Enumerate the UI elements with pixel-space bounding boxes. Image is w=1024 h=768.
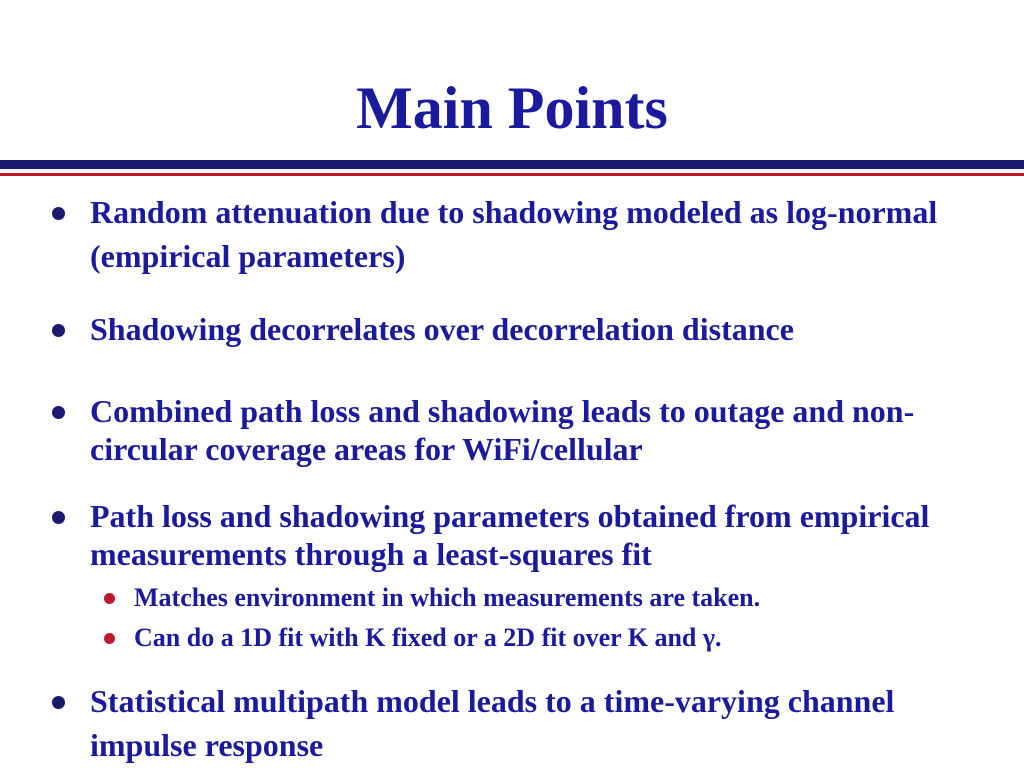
bullet-dot-icon — [52, 511, 65, 524]
sub-bullet-item — [134, 622, 994, 654]
sub-bullet-dot-icon — [104, 633, 115, 644]
sub-bullet-dot-icon — [104, 593, 115, 604]
bullet-dot-icon — [52, 324, 65, 337]
bullet-item — [90, 679, 980, 767]
bullet-item — [90, 392, 980, 468]
bullet-item — [90, 497, 980, 573]
sub-bullet-item — [134, 582, 994, 614]
bullet-dot-icon — [52, 696, 65, 709]
bullet-text: Random attenuation due to shadowing modeled as log-normal (empirical parameters) — [90, 194, 938, 274]
sub-bullet-text: Matches environment in which measurements are taken. — [134, 583, 761, 612]
sub-bullet-text: Can do a 1D fit with K fixed or a 2D fit over K and γ. — [134, 623, 722, 652]
title-divider-blue — [0, 160, 1024, 169]
slide-title: Main Points — [356, 75, 668, 141]
bullet-text: Path loss and shadowing parameters obtained from empirical measurements through a least-squares fit — [90, 498, 930, 572]
title-divider-red — [0, 173, 1024, 176]
bullet-item — [90, 190, 980, 278]
bullet-item — [90, 310, 980, 348]
bullet-text: Combined path loss and shadowing leads to outage and non-circular coverage areas for WiFi/cellular — [90, 393, 915, 467]
bullet-text: Statistical multipath model leads to a time-varying channel impulse response — [90, 683, 895, 763]
bullet-dot-icon — [52, 406, 65, 419]
bullet-text: Shadowing decorrelates over decorrelation distance — [90, 311, 794, 347]
bullet-dot-icon — [52, 207, 65, 220]
